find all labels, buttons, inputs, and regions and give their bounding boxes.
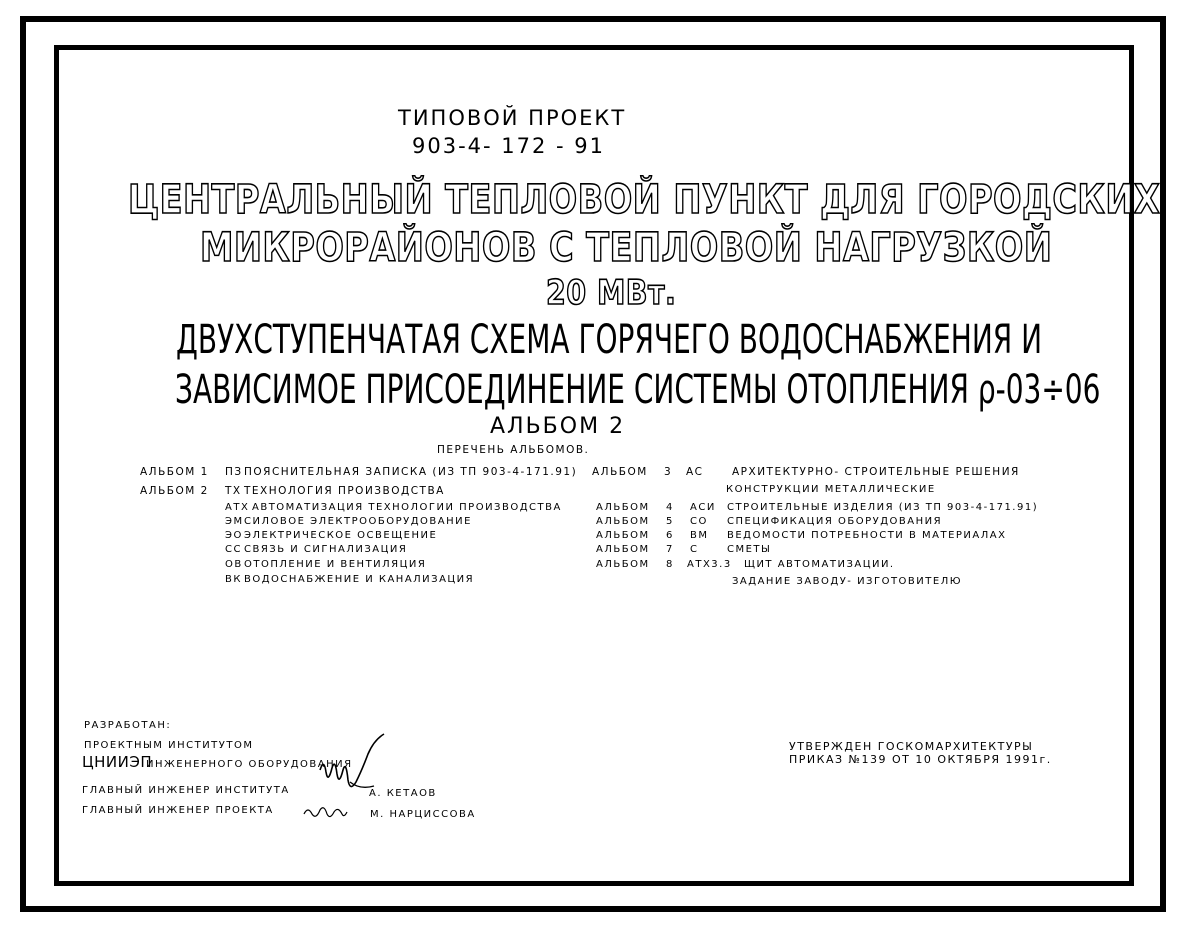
list-item-code: СС (225, 544, 242, 555)
album-list-title: ПЕРЕЧЕНЬ АЛЬБОМОВ. (437, 444, 590, 456)
project-type: ТИПОВОЙ ПРОЕКТ (398, 106, 627, 130)
list-item-code: С (690, 544, 699, 555)
developer-line-1: ПРОЕКТНЫМ ИНСТИТУТОМ (84, 740, 254, 751)
list-item-code: АТХ3.3 (687, 559, 732, 570)
list-item-text: ЩИТ АВТОМАТИЗАЦИИ. (744, 559, 895, 570)
list-item-code: АСИ (690, 502, 716, 513)
list-item-text: ТЕХНОЛОГИЯ ПРОИЗВОДСТВА (244, 485, 445, 497)
project-engineer-signature (300, 800, 350, 824)
list-item-text: КОНСТРУКЦИИ МЕТАЛЛИЧЕСКИЕ (726, 484, 936, 495)
list-item-num: 5 (666, 516, 674, 527)
project-number: 903-4- 172 - 91 (412, 134, 606, 158)
list-item-album: АЛЬБОМ (596, 530, 650, 541)
project-engineer-name: М. НАРЦИССОВА (370, 809, 476, 820)
list-item-album: АЛЬБОМ 1 (140, 466, 209, 478)
title-line-1: ЦЕНТРАЛЬНЫЙ ТЕПЛОВОЙ ПУНКТ ДЛЯ ГОРОДСКИХ (128, 177, 1161, 223)
list-item-code: АТХ (225, 502, 250, 513)
list-item-text: ЗАДАНИЕ ЗАВОДУ- ИЗГОТОВИТЕЛЮ (732, 576, 963, 587)
list-item-code: ЭМ (225, 516, 244, 527)
list-item-num: 4 (666, 502, 674, 513)
list-item-text: СПЕЦИФИКАЦИЯ ОБОРУДОВАНИЯ (727, 516, 943, 527)
album-label: АЛЬБОМ 2 (490, 414, 626, 439)
list-item-code: АС (686, 466, 704, 478)
list-item-code: ОВ (225, 559, 243, 570)
list-item-album: АЛЬБОМ (596, 544, 650, 555)
list-item-text: СВЯЗЬ И СИГНАЛИЗАЦИЯ (244, 544, 408, 555)
list-item-num: 8 (666, 559, 674, 570)
list-item-text: ПОЯСНИТЕЛЬНАЯ ЗАПИСКА (ИЗ ТП 903-4-171.91) (244, 466, 578, 478)
list-item-text: АРХИТЕКТУРНО- СТРОИТЕЛЬНЫЕ РЕШЕНИЯ (732, 466, 1020, 478)
list-item-text: ЭЛЕКТРИЧЕСКОЕ ОСВЕЩЕНИЕ (244, 530, 438, 541)
list-item-num: 3 (664, 466, 673, 478)
list-item-code: ЭО (225, 530, 243, 541)
developer-label: РАЗРАБОТАН: (84, 720, 172, 731)
list-item-text: ВОДОСНАБЖЕНИЕ И КАНАЛИЗАЦИЯ (244, 574, 475, 585)
developer-org: ЦНИИЭП (82, 753, 153, 771)
title-line-2: МИКРОРАЙОНОВ С ТЕПЛОВОЙ НАГРУЗКОЙ (200, 225, 1053, 271)
list-item-num: 7 (666, 544, 674, 555)
list-item-album: АЛЬБОМ (596, 559, 650, 570)
project-engineer-label: ГЛАВНЫЙ ИНЖЕНЕР ПРОЕКТА (82, 805, 274, 816)
list-item-code: ТХ (225, 485, 242, 497)
subtitle-line-1: ДВУХСТУПЕНЧАТАЯ СХЕМА ГОРЯЧЕГО ВОДОСНАБЖЕНИЯ И (176, 317, 1043, 363)
chief-engineer-label: ГЛАВНЫЙ ИНЖЕНЕР ИНСТИТУТА (82, 785, 290, 796)
approval-line-1: УТВЕРЖДЕН ГОСКОМАРХИТЕКТУРЫ (789, 740, 1034, 753)
list-item-text: ОТОПЛЕНИЕ И ВЕНТИЛЯЦИЯ (244, 559, 427, 570)
list-item-text: СМЕТЫ (727, 544, 772, 555)
chief-engineer-signature (310, 730, 390, 800)
list-item-album: АЛЬБОМ (596, 502, 650, 513)
developer-org-rest: ИНЖЕНЕРНОГО ОБОРУДОВАНИЯ (146, 759, 353, 770)
list-item-text: ВЕДОМОСТИ ПОТРЕБНОСТИ В МАТЕРИАЛАХ (727, 530, 1007, 541)
approval-line-2: ПРИКАЗ №139 ОТ 10 ОКТЯБРЯ 1991г. (789, 753, 1052, 766)
list-item-code: СО (690, 516, 708, 527)
list-item-code: ВМ (690, 530, 709, 541)
title-line-3: 20 МВт. (546, 273, 677, 313)
list-item-album: АЛЬБОМ (592, 466, 648, 478)
chief-engineer-name: А. КЕТАОВ (369, 788, 437, 799)
list-item-album: АЛЬБОМ 2 (140, 485, 209, 497)
list-item-code: ПЗ (225, 466, 243, 478)
list-item-num: 6 (666, 530, 674, 541)
list-item-text: СИЛОВОЕ ЭЛЕКТРООБОРУДОВАНИЕ (244, 516, 472, 527)
list-item-code: ВК (225, 574, 242, 585)
list-item-text: СТРОИТЕЛЬНЫЕ ИЗДЕЛИЯ (ИЗ ТП 903-4-171.91) (727, 502, 1039, 513)
list-item-album: АЛЬБОМ (596, 516, 650, 527)
list-item-text: АВТОМАТИЗАЦИЯ ТЕХНОЛОГИИ ПРОИЗВОДСТВА (252, 502, 562, 513)
subtitle-line-2: ЗАВИСИМОЕ ПРИСОЕДИНЕНИЕ СИСТЕМЫ ОТОПЛЕНИЯ ρ-03÷06 (175, 367, 1101, 413)
